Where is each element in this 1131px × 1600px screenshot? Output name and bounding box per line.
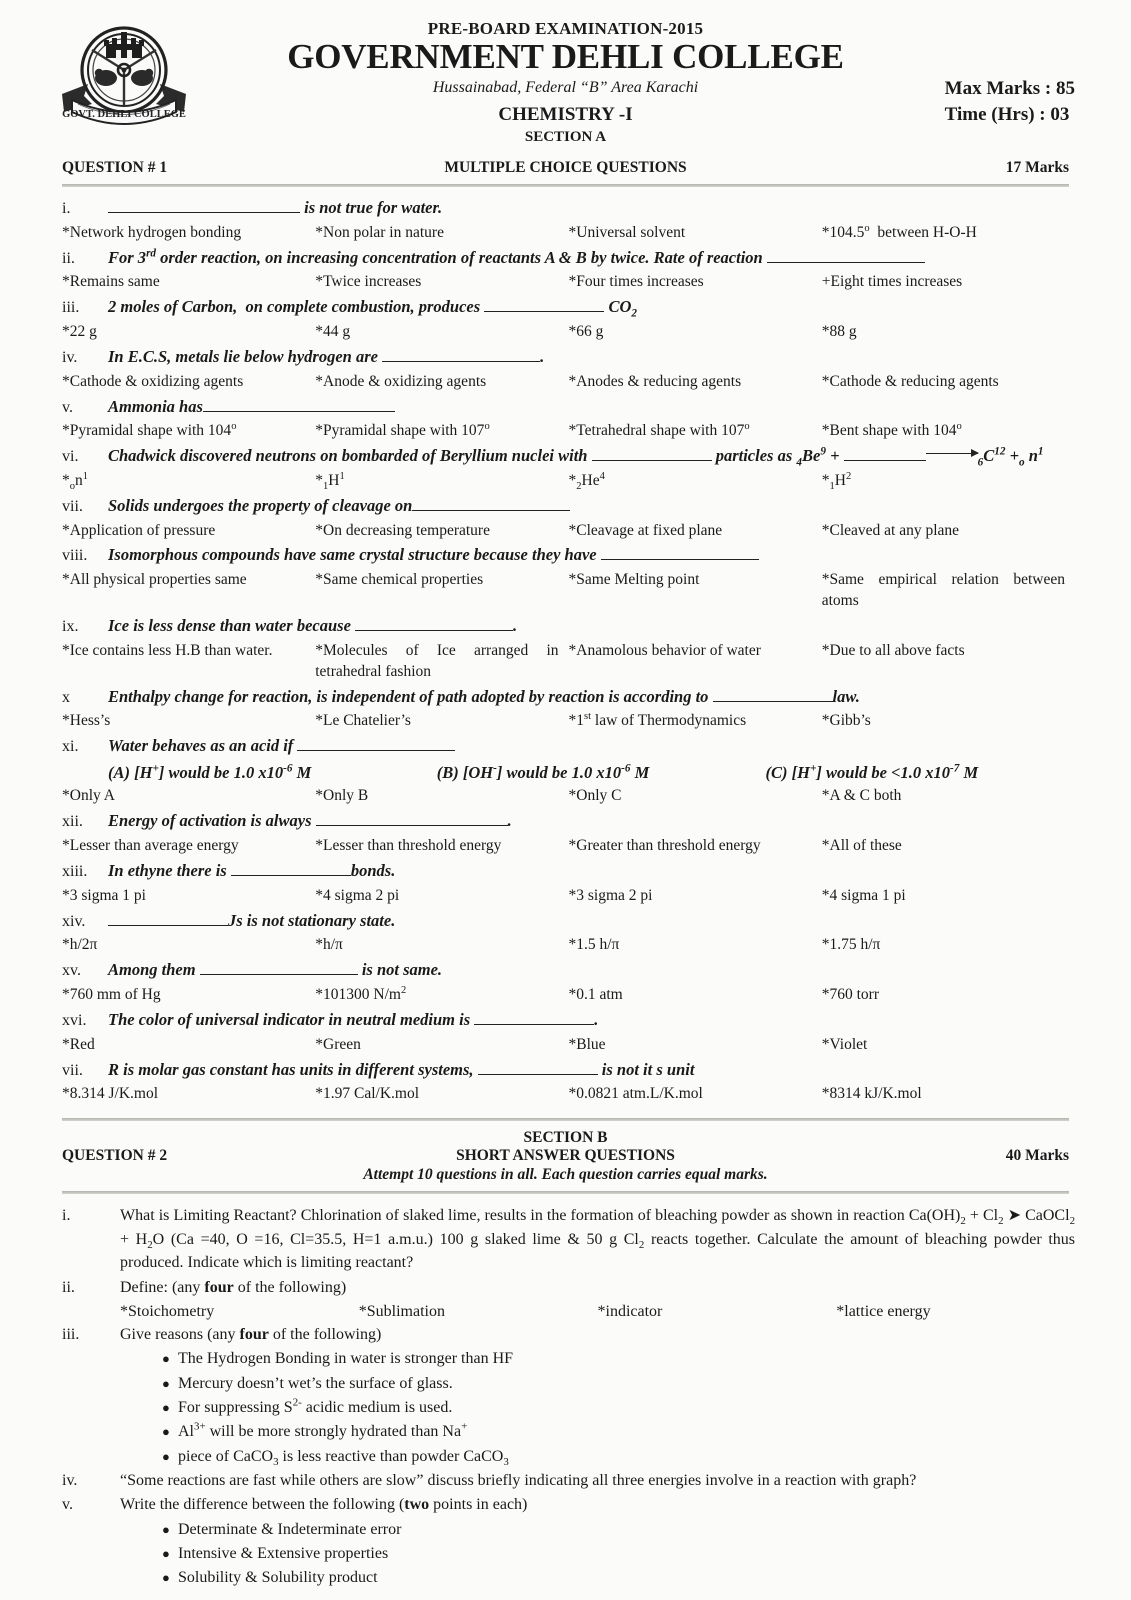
bullet-text: piece of CaCO$_3$ is less reactive than powder CaCO$_3$ (178, 1447, 509, 1468)
mcq-option[interactable]: *0.1 atm (568, 985, 623, 1003)
mcq-stem (62, 444, 1075, 469)
mcq-item-xi (62, 734, 1075, 809)
mcq-options (62, 985, 1075, 1008)
mcq-stem-text: Solids undergoes the property of cleavage on (108, 494, 1075, 517)
mcq-stem (62, 196, 1075, 221)
bullet-text: $Al^{3+}$ will be more strongly hydrated than Na+ (178, 1421, 468, 1441)
mcq-number: ix. (62, 618, 79, 636)
answer-blank[interactable] (601, 559, 759, 560)
mcq-option[interactable]: *Remains same (62, 273, 160, 291)
mcq-stem-text: 2 moles of Carbon, on complete combustion, produces $CO_2$ (108, 297, 637, 320)
mcq-item-xvi (62, 1008, 1075, 1058)
mcq-option[interactable]: *8314 kJ/K.mol (821, 1085, 922, 1103)
mcq-item-viii (62, 543, 1075, 614)
short-answer-list (0, 1194, 1131, 1590)
mcq-options (62, 935, 1075, 958)
mcq-option[interactable]: *On decreasing temperature (315, 521, 490, 539)
mcq-number: xi. (62, 738, 79, 756)
mcq-stem (62, 685, 1075, 710)
mcq-options (62, 641, 1075, 685)
sb-option[interactable]: *lattice energy (836, 1302, 931, 1320)
mcq-stem-text: Water behaves as an acid if (108, 734, 1075, 757)
mcq-stem (62, 909, 1075, 934)
mcq-option[interactable]: *22 g (62, 323, 97, 340)
mcq-option[interactable]: *3 sigma 2 pi (568, 886, 653, 904)
mcq-option[interactable]: *Bent shape with 104$^o$ (821, 421, 962, 440)
mcq-option[interactable]: *Anode & oxidizing agents (315, 372, 487, 390)
mcq-sub-option[interactable]: (C) [H+] would be <1.0 $x10^{-7}$ M (765, 762, 979, 782)
mcq-option[interactable]: *Lesser than average energy (62, 837, 239, 855)
mcq-item-iii (62, 295, 1075, 345)
mcq-option[interactable]: *1.5 h/π (568, 936, 620, 954)
bullet-text: Mercury doesn’t wet’s the surface of glass. (178, 1374, 453, 1392)
mcq-options (62, 570, 1075, 614)
mcq-number: ii. (62, 249, 75, 267)
mcq-option[interactable]: *1.75 h/π (821, 936, 881, 954)
bullet-icon: ● (162, 1351, 170, 1367)
list-item (120, 1518, 1075, 1542)
sb-iii-bullets (62, 1347, 1075, 1469)
page-header (0, 0, 1131, 160)
mcq-option[interactable]: *760 mm of Hg (62, 985, 161, 1003)
question1-marks: 17 Marks (1005, 159, 1069, 176)
question2-label: QUESTION # 2 (62, 1147, 168, 1165)
bullet-text: The Hydrogen Bonding in water is stronger than HF (178, 1350, 514, 1368)
mcq-option[interactable]: *Molecules of Ice arranged in tetrahedral fashion (315, 641, 559, 680)
marks-info (945, 76, 1075, 127)
sb-number: ii. (62, 1278, 75, 1296)
mcq-list (0, 187, 1131, 1107)
mcq-stem-text: In ethyne there is bonds. (108, 860, 396, 880)
list-item (120, 1566, 1075, 1590)
nuclear-equation: $_4Be^9$ + $_6C^{12} +_o$ $n^1$ (796, 445, 1044, 469)
mcq-option[interactable]: *Universal solvent (568, 223, 686, 241)
mcq-options (62, 1084, 1075, 1107)
mcq-option[interactable]: *0.0821 atm.L/K.mol (568, 1085, 703, 1103)
question1-title: MULTIPLE CHOICE QUESTIONS (444, 159, 687, 176)
mcq-options (62, 836, 1075, 859)
sb-text: Write the difference between the following (two points in each) (120, 1496, 528, 1514)
mcq-stem-text: Ice is less dense than water because . (108, 616, 518, 636)
mcq-option[interactable]: *Tetrahedral shape with 107$^o$ (568, 421, 750, 440)
mcq-item-x (62, 685, 1075, 735)
answer-blank[interactable] (484, 311, 604, 312)
answer-blank[interactable] (478, 1074, 598, 1075)
mcq-stem-text: Chadwick discovered neutrons on bombarded of Beryllium nuclei with particles as $_4Be^9$ + $_6C^{12} +_o$ $n^1$ (108, 445, 1044, 469)
bullet-icon: ● (162, 1521, 170, 1537)
mcq-number: x (62, 688, 70, 706)
mcq-option[interactable]: *Only C (568, 787, 622, 805)
section-b-instruction: Attempt 10 questions in all. Each question carries equal marks. (363, 1166, 768, 1184)
bullet-icon: ● (162, 1570, 170, 1586)
mcq-item-vii (62, 494, 1075, 544)
bullet-icon: ● (162, 1375, 170, 1391)
time-hours: Time (Hrs) : 03 (944, 103, 1070, 125)
mcq-number: xvi. (62, 1011, 87, 1029)
mcq-option[interactable]: *Only B (315, 787, 369, 805)
sb-text: What is Limiting Reactant? Chlorination of slaked lime, results in the formation of bleaching powder as shown in reaction $Ca(OH)_2 + Cl_2$ ➤ CaOCl$_2$ + $H_2O$ (Ca =40, O =16, Cl=35.5, H=1 a.m.u.) 100 g slaked lime & 50 g $Cl_2$ reacts together. Calculate the amount of bleaching powder thus produced. Indicate which is limiting reactant? (120, 1207, 1076, 1272)
mcq-options (62, 786, 1075, 809)
mcq-option[interactable]: *Lesser than threshold energy (315, 837, 502, 855)
mcq-option[interactable]: *Application of pressure (62, 521, 216, 539)
answer-blank[interactable] (844, 460, 926, 461)
bullet-icon: ● (162, 1400, 170, 1416)
mcq-sub-option[interactable]: (A) [H+] would be 1.0 $x10^{-6}$ M (108, 762, 312, 782)
sb-number: i. (62, 1207, 71, 1225)
sb-item-v (62, 1493, 1075, 1516)
mcq-option[interactable]: *104.5$^o$ between H-O-H (821, 222, 977, 241)
sb-item-ii (62, 1276, 1075, 1299)
mcq-option[interactable]: *8.314 J/K.mol (62, 1085, 159, 1103)
max-marks: Max Marks : 85 (944, 78, 1075, 99)
list-item (120, 1445, 1075, 1469)
mcq-option[interactable]: *Cathode & reducing agents (821, 372, 999, 390)
mcq-number: vii. (62, 1061, 83, 1079)
mcq-options (62, 471, 1075, 494)
mcq-options (62, 1035, 1075, 1058)
sb-number: iv. (62, 1471, 78, 1489)
mcq-item-vi (62, 444, 1075, 494)
mcq-option[interactable]: +Eight times increases (821, 273, 963, 291)
list-item (120, 1420, 1075, 1444)
mcq-stem (62, 395, 1075, 420)
answer-blank[interactable] (412, 510, 570, 511)
mcq-options (62, 322, 1075, 345)
bullet-text: Intensive & Extensive properties (178, 1545, 389, 1563)
question1-header-row (0, 159, 1131, 177)
mcq-number: xv. (62, 962, 81, 980)
header-titles (62, 18, 1069, 146)
mcq-option[interactable]: *Same chemical properties (315, 571, 484, 589)
answer-blank[interactable] (713, 701, 833, 702)
mcq-number: viii. (62, 547, 88, 565)
mcq-stem (62, 1008, 1075, 1033)
mcq-option[interactable]: *h/2π (62, 936, 98, 954)
mcq-options (62, 421, 1075, 444)
mcq-option[interactable]: $*_2He^4$ (568, 470, 605, 493)
mcq-option[interactable]: *All of these (821, 837, 902, 855)
sb-number: v. (62, 1496, 73, 1514)
question2-header-row (0, 1147, 1131, 1165)
mcq-stem (62, 958, 1075, 983)
mcq-stem (62, 295, 1075, 320)
mcq-option[interactable]: *88 g (821, 323, 857, 340)
subject-title: CHEMISTRY -I (498, 103, 633, 125)
college-address: Hussainabad, Federal “B” Area Karachi (432, 79, 699, 97)
list-item (120, 1347, 1075, 1371)
mcq-number: iv. (62, 348, 78, 366)
mcq-option[interactable]: *Greater than threshold energy (568, 837, 761, 855)
mcq-option[interactable]: *Four times increases (568, 273, 704, 291)
mcq-options (62, 223, 1075, 246)
mcq-option[interactable]: *1st law of Thermodynamics (568, 711, 747, 730)
mcq-option[interactable]: *4 sigma 1 pi (821, 886, 906, 904)
sb-option[interactable]: *Stoichometry (120, 1302, 215, 1320)
mcq-stem (62, 1058, 1075, 1083)
exam-title: PRE-BOARD EXAMINATION-2015 (427, 19, 704, 38)
mcq-stem-text: Enthalpy change for reaction, is independent of path adopted by reaction is according to law. (108, 686, 860, 706)
mcq-option[interactable]: *All physical properties same (62, 571, 247, 589)
mcq-option[interactable]: *Ice contains less H.B than water. (62, 641, 273, 659)
sb-item-iii (62, 1323, 1075, 1346)
mcq-option[interactable]: *Cleavage at fixed plane (568, 521, 723, 539)
mcq-stem (62, 246, 1075, 271)
question1-label: QUESTION # 1 (62, 159, 168, 176)
answer-blank[interactable] (592, 460, 712, 461)
mcq-stem-text: The color of universal indicator in neutral medium is . (108, 1009, 599, 1029)
mcq-stem (62, 734, 1075, 759)
mcq-option[interactable]: *Blue (568, 1035, 606, 1053)
mcq-option[interactable]: *Le Chatelier’s (315, 712, 411, 730)
mcq-option[interactable]: *Pyramidal shape with 104$^o$ (62, 421, 237, 440)
sb-item-i (62, 1204, 1075, 1274)
mcq-stem-text: R is molar gas constant has units in different systems, is not it s unit (108, 1059, 695, 1079)
mcq-option[interactable]: *Non polar in nature (315, 223, 444, 241)
mcq-stem-text: In E.C.S, metals lie below hydrogen are . (108, 346, 545, 366)
question2-marks: 40 Marks (1005, 1147, 1069, 1165)
mcq-number: v. (62, 398, 73, 416)
sb-item-iv (62, 1469, 1075, 1492)
mcq-option[interactable]: *3 sigma 1 pi (62, 886, 146, 904)
answer-blank[interactable] (203, 411, 395, 412)
svg-text:GOVT. DEHLI COLLEGE: GOVT. DEHLI COLLEGE (62, 109, 186, 120)
mcq-option[interactable]: *Hess’s (62, 712, 111, 730)
mcq-stem (62, 859, 1075, 884)
mcq-option[interactable]: *Pyramidal shape with 107$^o$ (315, 421, 490, 440)
mcq-item-xvii (62, 1058, 1075, 1108)
answer-blank[interactable] (108, 925, 228, 926)
mcq-item-v (62, 395, 1075, 445)
mcq-stem (62, 543, 1075, 568)
mcq-item-xiii (62, 859, 1075, 909)
mcq-item-xiv (62, 909, 1075, 959)
sb-text: Define: (any four of the following) (120, 1278, 347, 1296)
mcq-option[interactable]: *Anodes & reducing agents (568, 372, 742, 390)
mcq-item-xii (62, 809, 1075, 859)
mcq-option[interactable]: $*_1H^2$ (821, 470, 852, 493)
mcq-stem-text: Among them is not same. (108, 960, 443, 980)
mcq-option[interactable]: *Red (62, 1035, 95, 1053)
mcq-item-ix (62, 614, 1075, 685)
sb-define-options (62, 1300, 1075, 1323)
sb-text: Give reasons (any four of the following) (120, 1326, 382, 1344)
mcq-number: xiv. (62, 912, 86, 930)
sb-option[interactable]: *Sublimation (358, 1302, 445, 1320)
mcq-option[interactable]: *Twice increases (315, 273, 422, 291)
mcq-option[interactable]: *Cathode & oxidizing agents (62, 372, 244, 390)
bullet-text: For suppressing $S^{2-}$ acidic medium is used. (178, 1396, 453, 1417)
mcq-stem-text: For 3rd order reaction, on increasing concentration of reactants A & B by twice. Rate of reaction (108, 246, 1075, 269)
mcq-option[interactable]: *Network hydrogen bonding (62, 223, 242, 241)
mcq-option[interactable]: *Due to all above facts (821, 641, 965, 659)
mcq-number: vi. (62, 448, 79, 466)
mcq-option[interactable]: *760 torr (821, 985, 880, 1003)
question2-title: SHORT ANSWER QUESTIONS (456, 1147, 675, 1165)
reaction-arrow-icon (926, 457, 978, 459)
mcq-option[interactable]: *4 sigma 2 pi (315, 886, 400, 904)
mcq-option[interactable]: $*_on^1$ (62, 470, 89, 493)
mcq-stem (62, 494, 1075, 519)
mcq-sub-option[interactable]: (B) [OH-] would be 1.0 $x10^{-6}$ M (436, 762, 650, 782)
mcq-options (62, 886, 1075, 909)
college-logo-icon (58, 16, 190, 136)
college-name: GOVERNMENT DEHLI COLLEGE (287, 37, 844, 77)
section-a-label: SECTION A (524, 128, 607, 145)
mcq-stem-text: is not true for water. (108, 196, 1075, 219)
list-item (120, 1372, 1075, 1396)
mcq-stem-text: Ammonia has (108, 395, 1075, 418)
answer-blank[interactable] (231, 875, 351, 876)
mcq-option[interactable]: *44 g (315, 323, 351, 340)
mcq-option[interactable]: *Gibb’s (821, 712, 871, 730)
list-item (120, 1396, 1075, 1420)
mcq-options (62, 521, 1075, 544)
answer-blank[interactable] (316, 825, 508, 826)
answer-blank[interactable] (382, 361, 540, 362)
bullet-icon: ● (162, 1424, 170, 1440)
mcq-number: xii. (62, 813, 83, 831)
mcq-number: xiii. (62, 862, 88, 880)
sb-text: “Some reactions are fast while others are slow” discuss briefly indicating all three energies involve in a reaction with graph? (120, 1471, 917, 1489)
answer-blank[interactable] (355, 630, 513, 631)
answer-blank[interactable] (474, 1024, 594, 1025)
mcq-option[interactable]: *Only A (62, 787, 115, 805)
mcq-item-iv (62, 345, 1075, 395)
mcq-option[interactable]: *Same Melting point (568, 571, 700, 589)
mcq-options (62, 711, 1075, 734)
mcq-item-xv (62, 958, 1075, 1008)
mcq-option[interactable]: *1.97 Cal/K.mol (315, 1085, 420, 1103)
mcq-option[interactable]: *101300 $N/m^2$ (315, 984, 407, 1003)
mcq-number: iii. (62, 299, 80, 317)
answer-blank[interactable] (200, 974, 358, 975)
bullet-icon: ● (162, 1546, 170, 1562)
mcq-option[interactable]: *66 g (568, 323, 604, 340)
mcq-option[interactable]: *Cleaved at any plane (821, 521, 960, 539)
mcq-sub-options (62, 761, 1075, 784)
mcq-stem-text: Energy of activation is always . (108, 811, 512, 831)
mcq-stem (62, 614, 1075, 639)
mcq-number: vii. (62, 497, 83, 515)
answer-blank[interactable] (767, 262, 925, 263)
mcq-number: i. (62, 200, 71, 217)
mcq-options (62, 272, 1075, 295)
mcq-stem (62, 345, 1075, 370)
mcq-options (62, 372, 1075, 395)
list-item (120, 1542, 1075, 1566)
mcq-stem (62, 809, 1075, 834)
mcq-option[interactable]: *Same empirical relation between atoms (821, 571, 1065, 610)
mcq-option[interactable]: *h/π (315, 936, 343, 954)
sb-v-bullets (62, 1518, 1075, 1591)
mcq-option[interactable]: $*_1H^1$ (315, 470, 345, 493)
answer-blank[interactable] (297, 750, 455, 751)
answer-blank[interactable] (108, 212, 300, 213)
mcq-stem-text: Isomorphous compounds have same crystal structure because they have (108, 543, 1075, 566)
divider-section-b (62, 1118, 1069, 1121)
mcq-option[interactable]: *Anamolous behavior of water (568, 641, 761, 659)
mcq-item-ii (62, 246, 1075, 296)
bullet-text: Determinate & Indeterminate error (178, 1520, 402, 1538)
mcq-option[interactable]: *A & C both (821, 787, 902, 805)
mcq-option[interactable]: *Green (315, 1035, 361, 1053)
mcq-option[interactable]: *Violet (821, 1035, 868, 1053)
section-b-label: SECTION B (523, 1129, 608, 1147)
sb-number: iii. (62, 1326, 80, 1344)
mcq-item-i (62, 196, 1075, 246)
sb-option[interactable]: *indicator (597, 1302, 663, 1320)
bullet-icon: ● (162, 1448, 170, 1464)
mcq-stem-text: Js is not stationary state. (108, 909, 1075, 932)
bullet-text: Solubility & Solubility product (178, 1569, 378, 1587)
